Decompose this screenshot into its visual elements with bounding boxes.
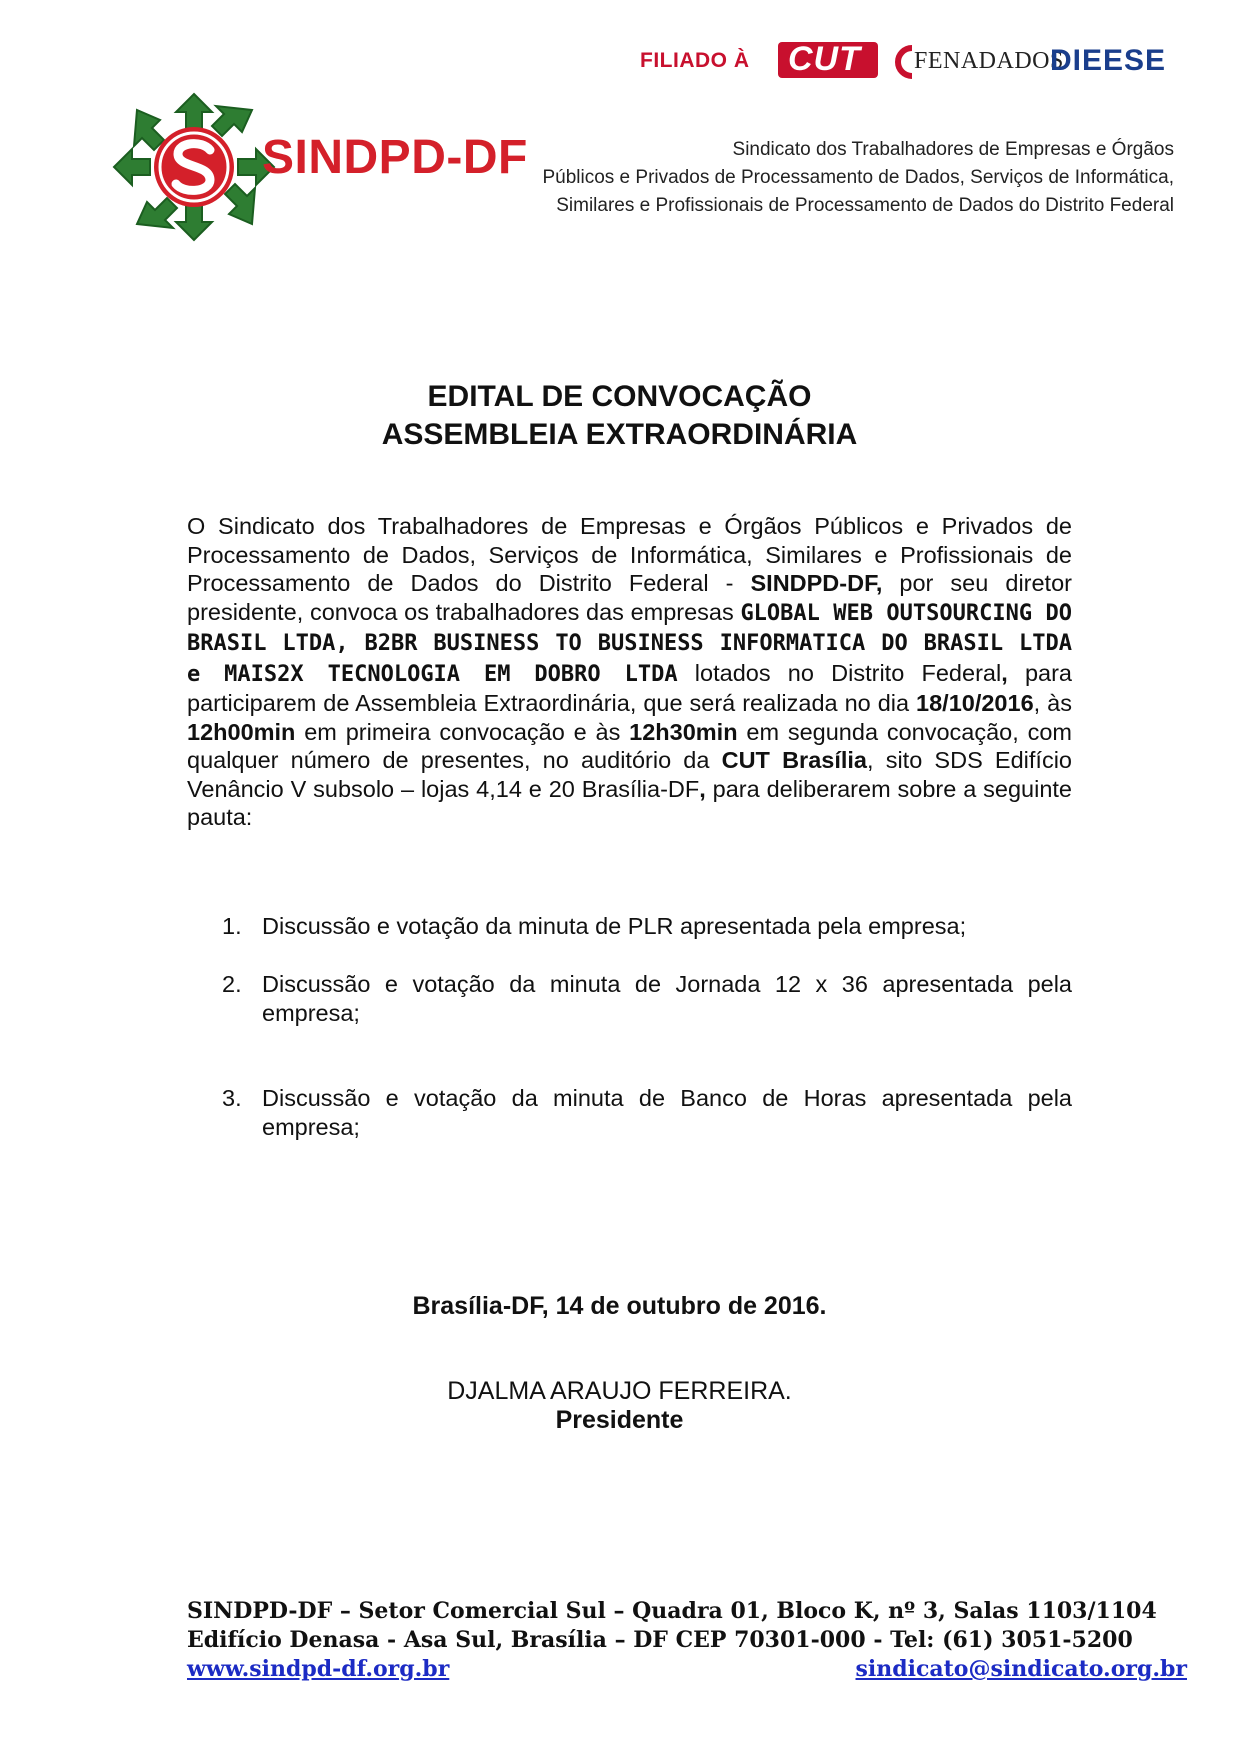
signer-role: Presidente — [555, 1406, 684, 1434]
body-text-4: para participarem de Assembleia Extraordinária, que será realizada no dia — [187, 659, 1072, 716]
body-text-1: O Sindicato dos Trabalhadores de Empresas e Órgãos Públicos e Privados de Processamento de Dados, Serviços de Informática, Similares e Profissionais de Processamento de Dados do Distrito Federal - — [187, 513, 1072, 596]
body-text-9: para deliberarem sobre a seguinte pauta: — [187, 775, 1072, 830]
agenda-item — [222, 1084, 1072, 1142]
cut-logo-text: CUT — [788, 40, 861, 78]
footer-address-line-1: SINDPD-DF – Setor Comercial Sul – Quadra 01, Bloco K, nº 3, Salas 1103/1104 — [187, 1598, 1157, 1624]
fenadados-logo — [890, 40, 1064, 82]
org-description-line: Sindicato dos Trabalhadores de Empresas e Órgãos — [732, 139, 1174, 160]
agenda-number: 3. — [222, 1085, 242, 1111]
convocation-paragraph — [187, 512, 1072, 832]
signer-name: DJALMA ARAUJO FERREIRA. — [447, 1377, 792, 1405]
first-call-time: 12h00min — [187, 718, 296, 745]
sindpd-emblem — [112, 92, 277, 242]
org-description-line: Públicos e Privados de Processamento de Dados, Serviços de Informática, — [542, 167, 1174, 188]
second-call-time: 12h30min — [629, 718, 738, 745]
dieese-logo — [1050, 44, 1200, 80]
footer-address-line-2: Edifício Denasa - Asa Sul, Brasília – DF CEP 70301-000 - Tel: (61) 3051-5200 — [187, 1627, 1133, 1653]
agenda-text: Discussão e votação da minuta de Banco de Horas apresentada pela empresa; — [262, 1085, 1072, 1140]
meeting-date: 18/10/2016 — [916, 690, 1034, 716]
agenda-item — [222, 970, 1072, 1028]
affiliation-label: FILIADO À — [640, 49, 750, 72]
fenadados-logo-text: FENADADOS — [914, 48, 1064, 74]
agenda-text: Discussão e votação da minuta de Jornada 12 x 36 apresentada pela empresa; — [262, 971, 1072, 1026]
body-text-8: , sito SDS Edifício Venâncio V subsolo – lojas 4,14 e 20 Brasília-DF — [187, 747, 1072, 802]
body-text-7: em segunda convocação, com qualquer número de presentes, no auditório da — [187, 718, 1072, 773]
document-title — [0, 378, 1239, 454]
org-description — [534, 136, 1174, 220]
website-link[interactable]: www.sindpd-df.org.br — [187, 1656, 450, 1682]
email-link[interactable]: sindicato@sindicato.org.br — [855, 1656, 1187, 1682]
bold-comma: , — [1001, 659, 1008, 686]
agenda-text: Discussão e votação da minuta de PLR apresentada pela empresa; — [262, 913, 967, 939]
dieese-logo-text: DIEESE — [1050, 44, 1167, 77]
org-description-line: Similares e Profissionais de Processamento de Dados do Distrito Federal — [556, 195, 1174, 216]
org-bold: SINDPD-DF, — [750, 570, 883, 596]
body-text-3: lotados no Distrito Federal — [677, 659, 1002, 686]
companies-list: GLOBAL WEB OUTSOURCING DO BRASIL LTDA, B2BR BUSINESS TO BUSINESS INFORMATICA DO BRASIL LTDA e MAIS2X TECNOLOGIA EM DOBRO LTDA — [187, 600, 1072, 687]
agenda-item — [222, 912, 1072, 941]
body-text-6: em primeira convocação e às — [295, 718, 630, 745]
title-line-1: EDITAL DE CONVOCAÇÃO — [427, 380, 812, 413]
place-date-line: Brasília-DF, 14 de outubro de 2016. — [412, 1292, 827, 1320]
org-name: SINDPD-DF — [262, 131, 528, 184]
footer — [187, 1597, 1187, 1682]
title-line-2: ASSEMBLEIA EXTRAORDINÁRIA — [381, 418, 858, 451]
body-text-2: por seu diretor presidente, convoca os trabalhadores das empresas — [187, 570, 1072, 625]
agenda-number: 2. — [222, 971, 242, 997]
agenda-number: 1. — [222, 913, 242, 939]
bold-comma-2: , — [699, 775, 706, 802]
body-text-5: , às — [1033, 690, 1072, 716]
affiliation-bar — [640, 40, 1200, 84]
venue: CUT Brasília — [721, 747, 867, 773]
cut-logo — [778, 40, 878, 80]
